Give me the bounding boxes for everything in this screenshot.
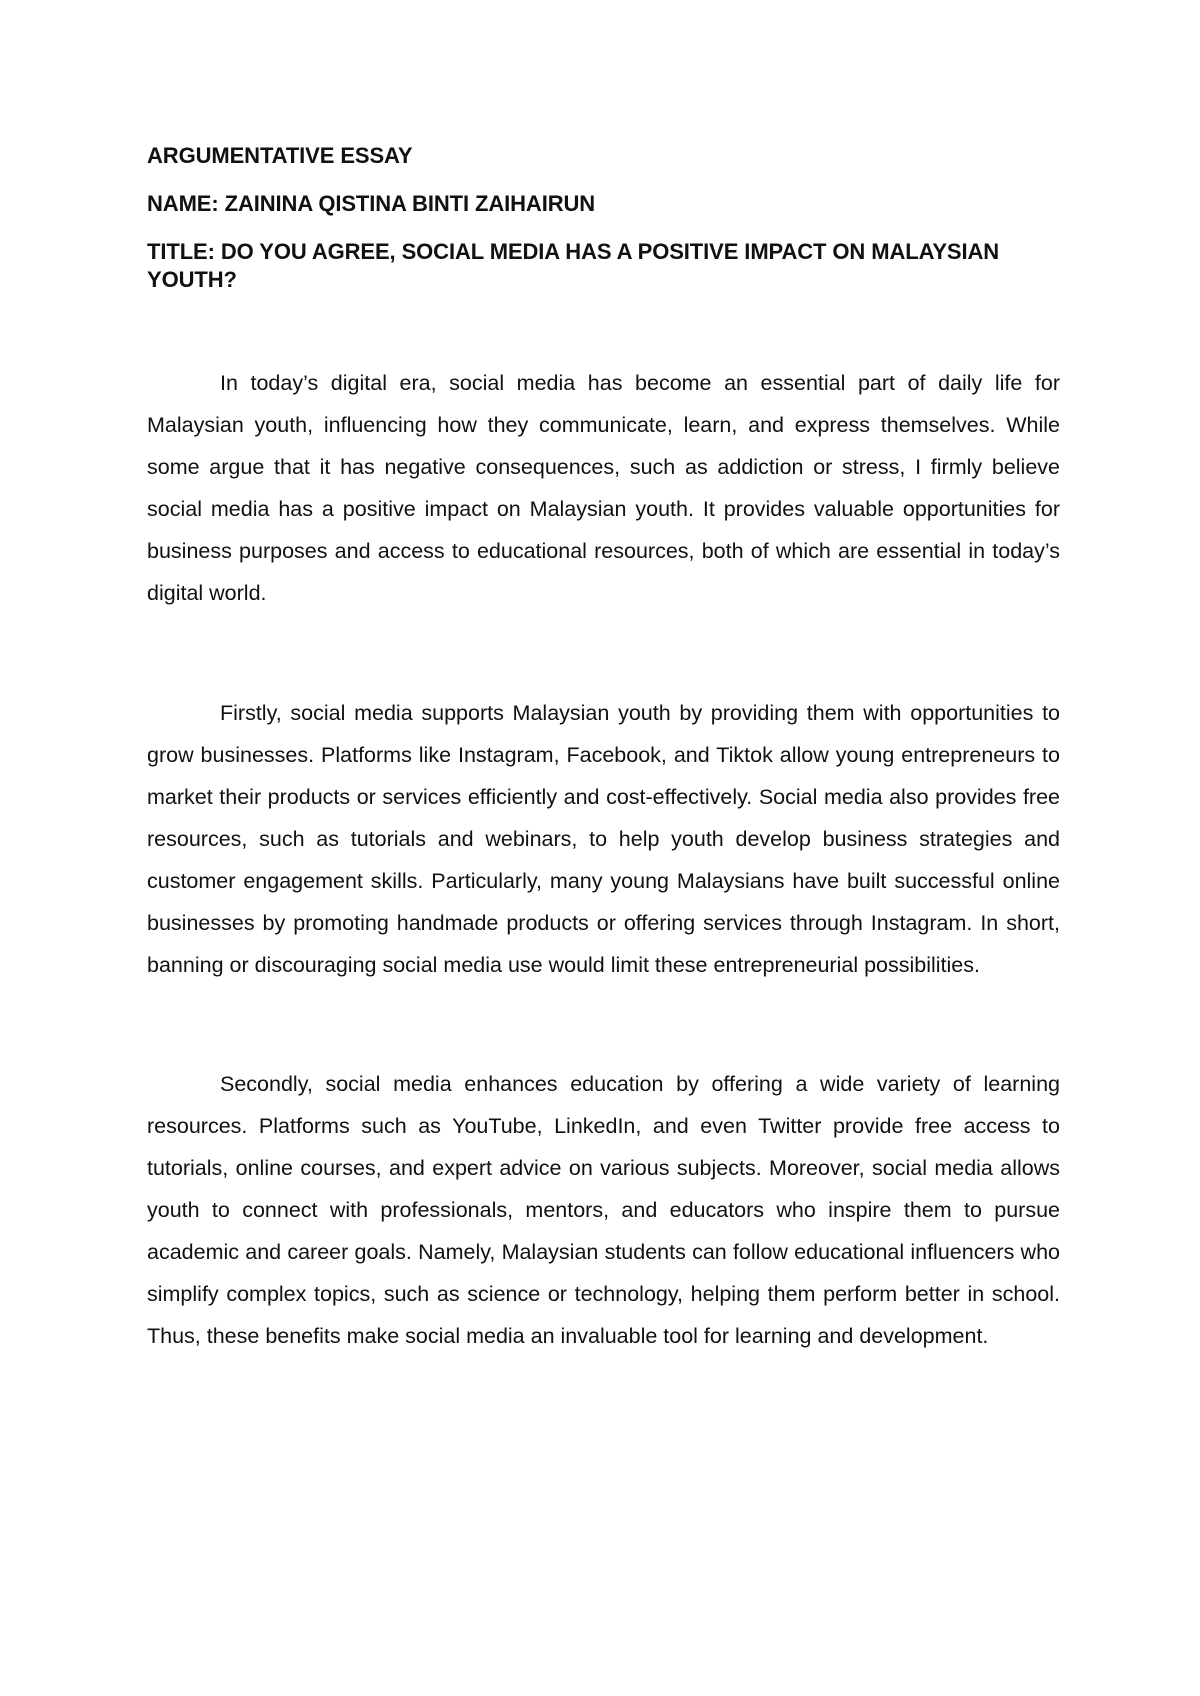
essay-type-heading: ARGUMENTATIVE ESSAY [147, 143, 413, 168]
essay-title-heading: TITLE: DO YOU AGREE, SOCIAL MEDIA HAS A POSITIVE IMPACT ON MALAYSIAN YOUTH? [147, 239, 1000, 292]
intro-paragraph: In today’s digital era, social media has become an essential part of daily life for Malaysian youth, influencing how they communicate, learn, and express themselves. While some argue that it has negative consequences, such as addiction or stress, I firmly believe social media has a positive impact on Malaysian youth. It provides valuable opportunities for business purposes and access to educational resources, both of which are essential in today’s digital world. [147, 371, 1060, 605]
author-name-heading: NAME: ZAININA QISTINA BINTI ZAIHAIRUN [147, 191, 596, 216]
body-paragraph-business: Firstly, social media supports Malaysian youth by providing them with opportunities to grow businesses. Platforms like Instagram, Facebook, and Tiktok allow young entrepreneurs to market their products or services efficiently and cost-effectively. Social media also provides free resources, such as tutorials and webinars, to help youth develop business strategies and customer engagement skills. Particularly, many young Malaysians have built successful online businesses by promoting handmade products or offering services through Instagram. In short, banning or discouraging social media use would limit these entrepreneurial possibilities. [147, 701, 1060, 977]
body-paragraph-education: Secondly, social media enhances education by offering a wide variety of learning resources. Platforms such as YouTube, LinkedIn, and even Twitter provide free access to tutorials, online courses, and expert advice on various subjects. Moreover, social media allows youth to connect with professionals, mentors, and educators who inspire them to pursue academic and career goals. Namely, Malaysian students can follow educational influencers who simplify complex topics, such as science or technology, helping them perform better in school. Thus, these benefits make social media an invaluable tool for learning and development. [147, 1072, 1060, 1348]
essay-content [147, 142, 1060, 1357]
